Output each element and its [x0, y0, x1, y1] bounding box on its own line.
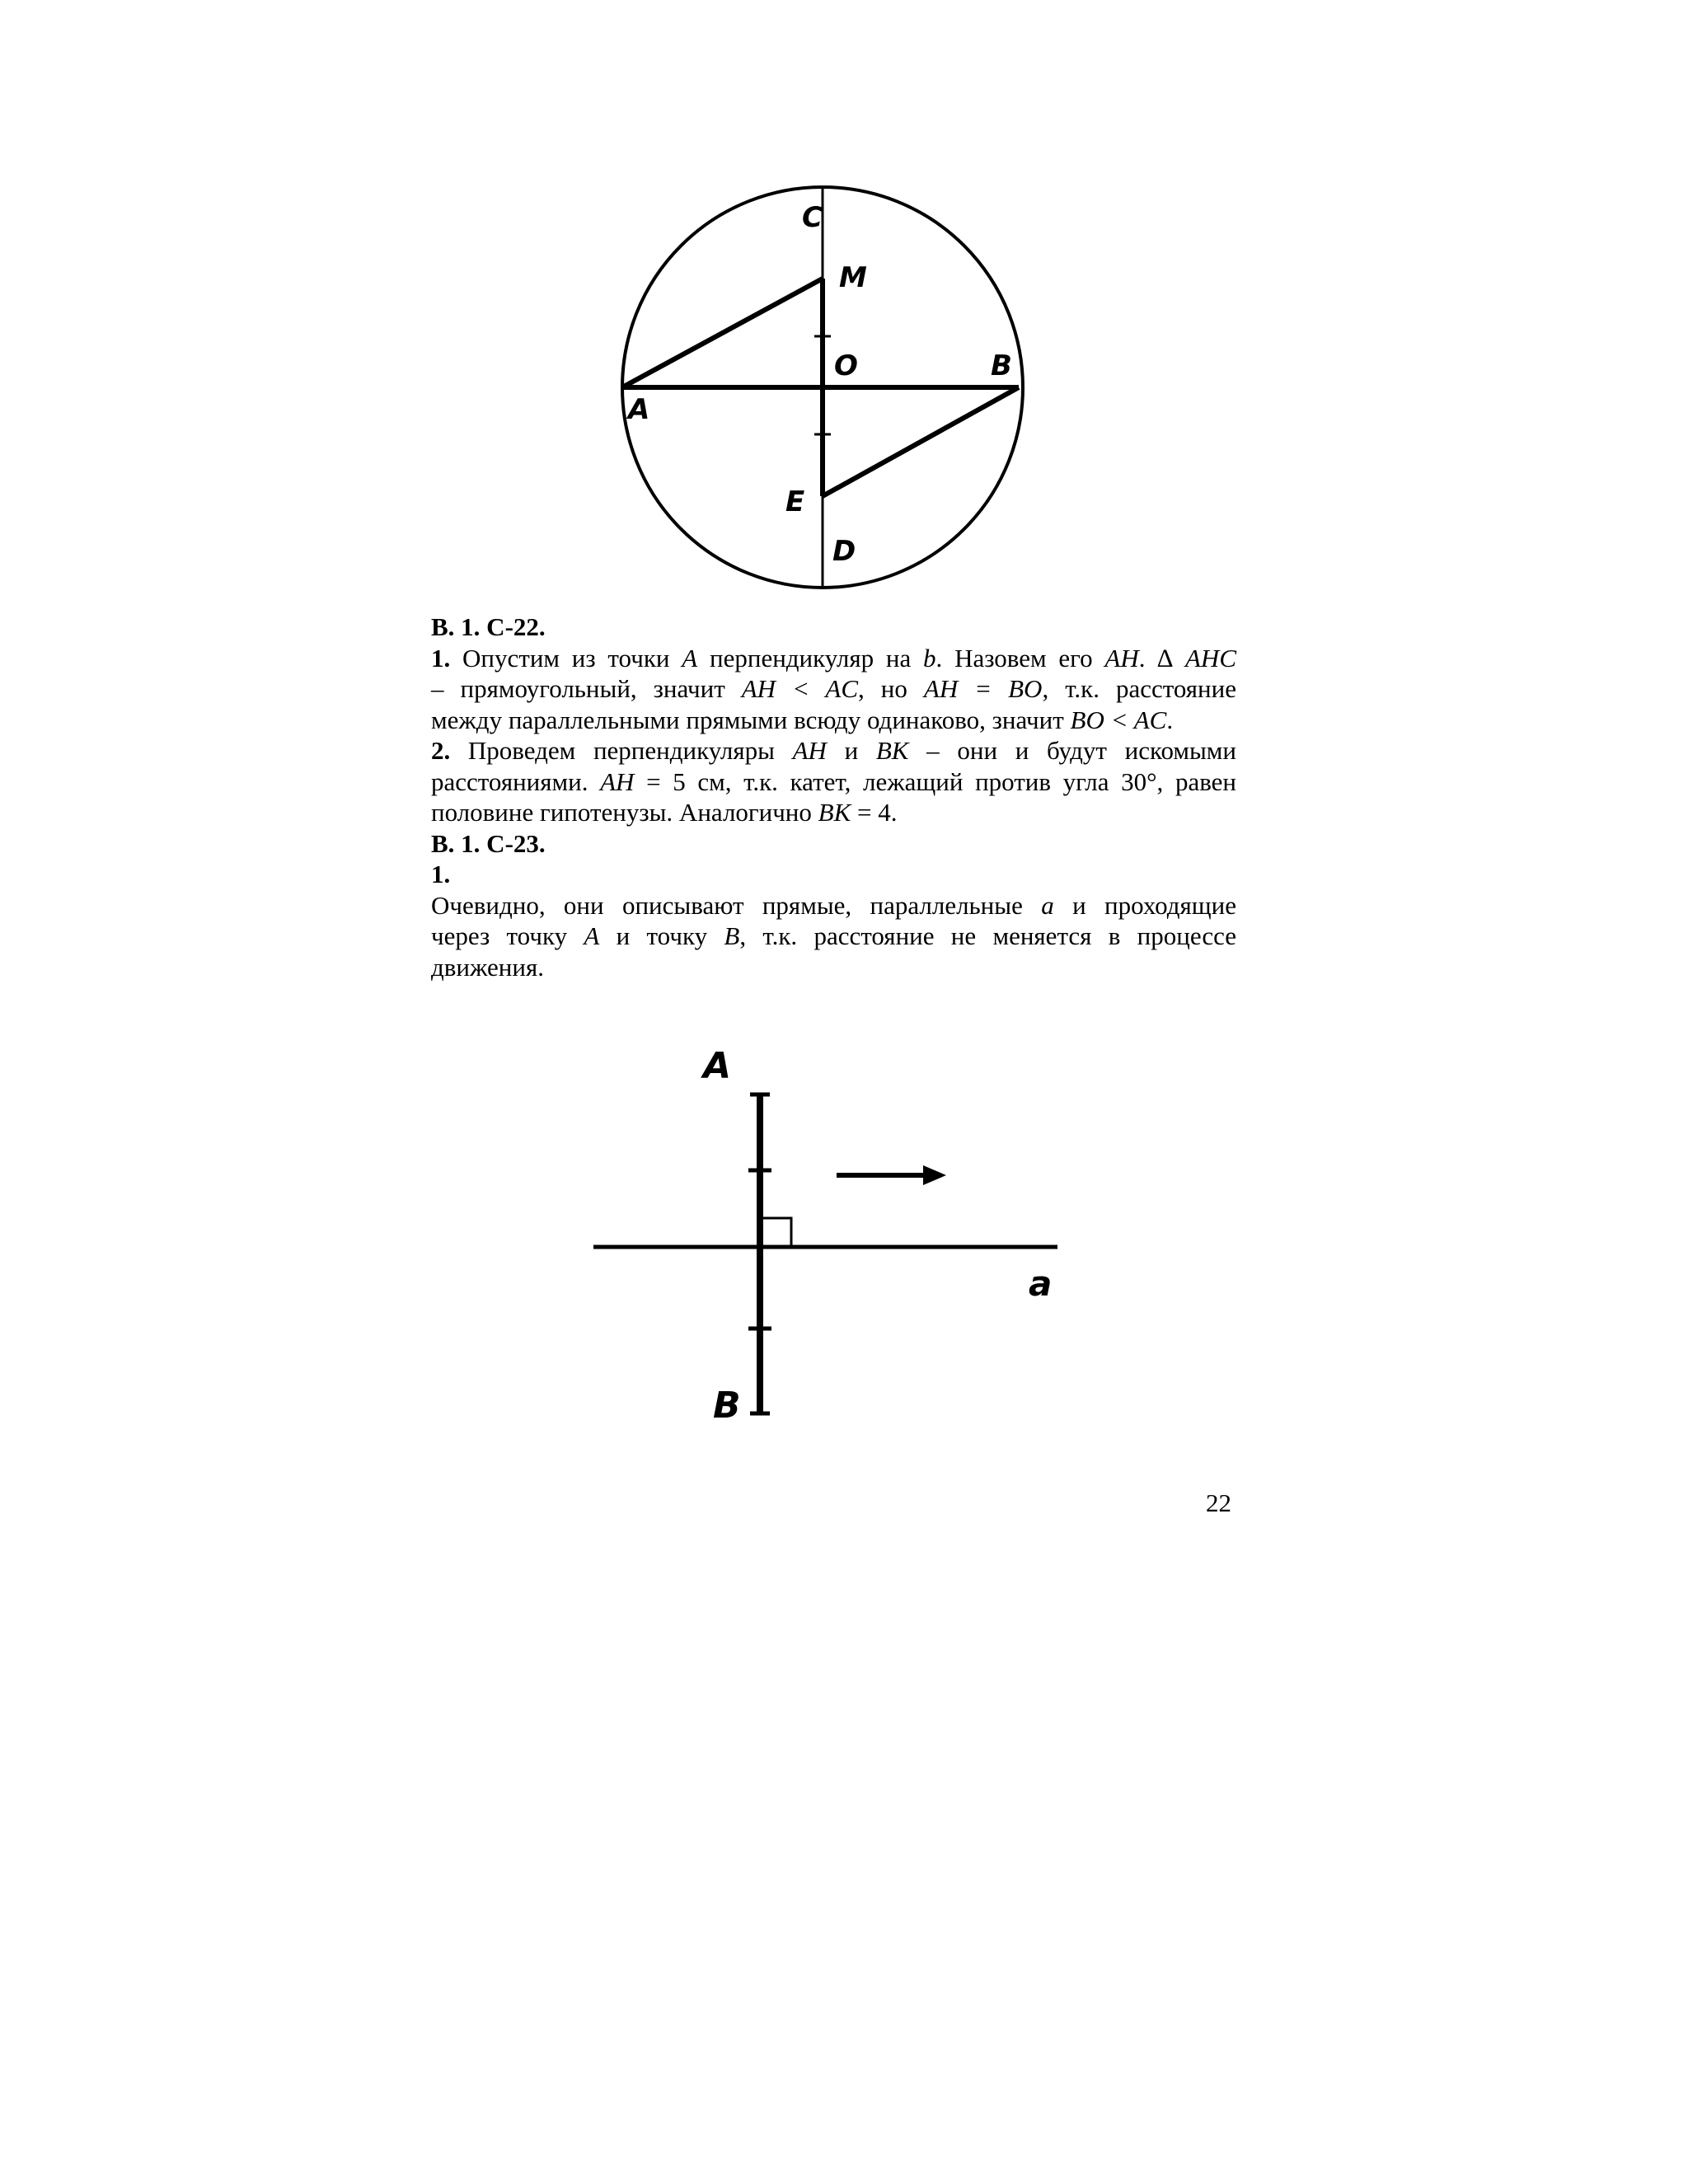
- right-angle-mark: [763, 1218, 791, 1247]
- paragraph-3-line-3: движения.: [431, 952, 544, 982]
- item-number: 1.: [431, 643, 451, 673]
- circle-diagram: [593, 181, 1055, 593]
- section-heading-c23: В. 1. С-23.: [431, 828, 546, 858]
- perpendicular-diagram: [577, 1038, 1088, 1451]
- paragraph-3-line-1: Очевидно, они описывают прямые, параллельные a и проходящие: [431, 890, 1236, 920]
- paragraph-2-line-1: 2. Проведем перпендикуляры AH и BK – они и будут искомыми: [431, 736, 1237, 765]
- paragraph-3-line-2: через точку A и точку B, т.к. расстояние не меняется в процессе: [431, 921, 1237, 950]
- item-number: 2.: [431, 736, 451, 765]
- paragraph-1-line-1: 1. Опустим из точки A перпендикуляр на b. Назовем его AH. ∆ AHC: [431, 643, 1236, 673]
- solution-text: [431, 612, 1236, 982]
- segment-am: [622, 279, 823, 387]
- section-heading-c22: В. 1. С-22.: [431, 612, 546, 641]
- label-line-a: a: [1029, 1263, 1053, 1304]
- label-m: M: [839, 261, 867, 294]
- segment-be: [823, 387, 1019, 496]
- paragraph-1-line-3: между параллельными прямыми всюду одинаково, значит BO < AC.: [431, 705, 1174, 734]
- paragraph-2-line-3: половине гипотенузы. Аналогично BK = 4.: [431, 798, 898, 827]
- arrow-head-icon: [923, 1165, 946, 1185]
- page-number: 22: [1206, 1488, 1231, 1517]
- label-b-point: B: [713, 1385, 741, 1427]
- label-c: C: [802, 201, 823, 234]
- label-a-point: A: [703, 1045, 732, 1087]
- label-d: D: [832, 535, 856, 568]
- label-e: E: [785, 485, 805, 518]
- paragraph-2-line-2: расстояниями. AH = 5 см, т.к. катет, лежащий против угла 30°, равен: [431, 766, 1237, 796]
- label-o: O: [834, 349, 858, 382]
- label-b: B: [991, 349, 1012, 382]
- label-a: A: [628, 393, 650, 426]
- item-number: 1.: [431, 860, 451, 888]
- paragraph-1-line-2: – прямоугольный, значит AH < AC, но AH = BO, т.к. расстояние: [431, 674, 1236, 703]
